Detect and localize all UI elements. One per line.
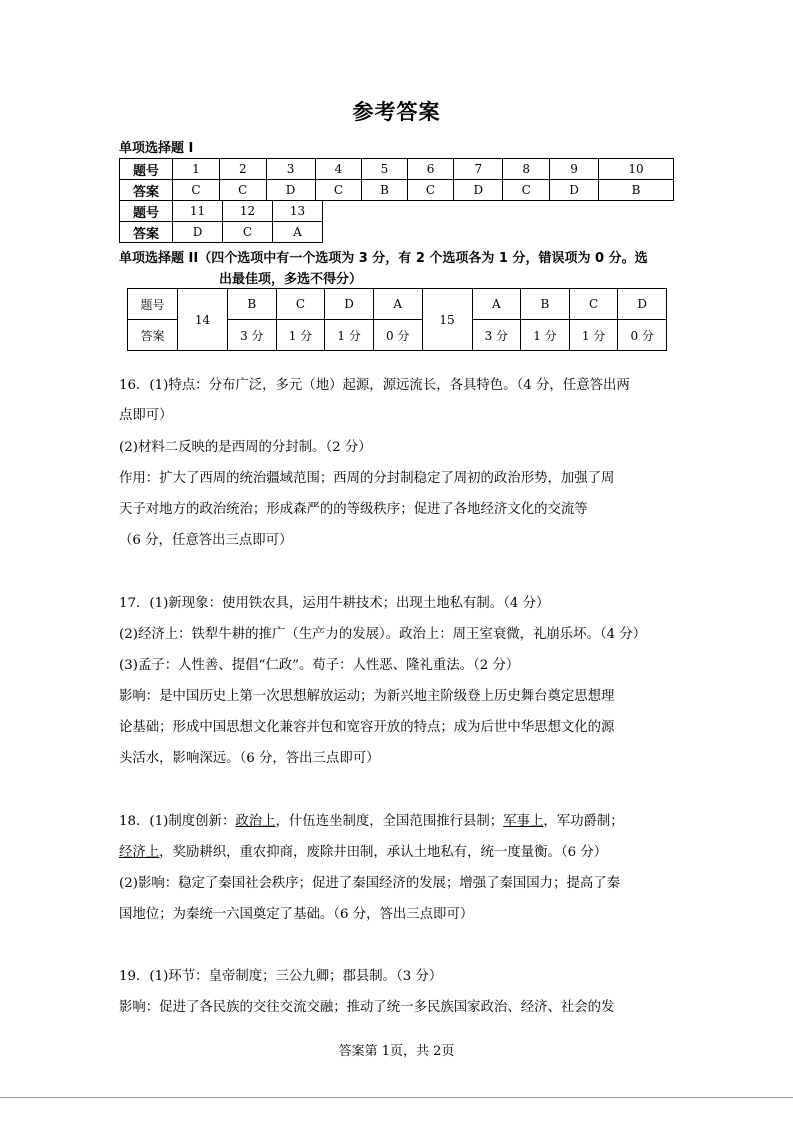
question-number: 15 <box>422 289 472 351</box>
table-cell: 7 <box>454 159 503 180</box>
table-cell: 8 <box>503 159 550 180</box>
section2-heading-cont: 出最佳项，多选不得分） <box>219 272 363 287</box>
q17-line: 论基础；形成中国思想文化兼容并包和宽容开放的特点；成为后世中华思想文化的源 <box>119 720 615 735</box>
table-cell: B <box>362 180 407 201</box>
q19-line: 19．(1)环节：皇帝制度；三公九卿；郡县制。（3 分） <box>119 969 443 984</box>
q18-line: 国地位；为秦统一六国奠定了基础。（6 分，答出三点即可） <box>119 907 474 922</box>
table-cell: 2 <box>219 159 266 180</box>
table-row <box>120 159 674 180</box>
table-cell: D <box>266 180 315 201</box>
q18-line: (2)影响：稳定了秦国社会秩序；促进了秦国经济的发展；增强了秦国国力；提高了秦 <box>119 876 621 891</box>
table-cell: A <box>472 289 521 320</box>
question-number: 14 <box>178 289 228 351</box>
answer-label: 答案 <box>120 180 173 201</box>
table-cell: B <box>599 180 674 201</box>
table-cell: 3 分 <box>472 320 521 351</box>
q18-text: ，什伍连坐制度，全国范围推行县制； <box>275 814 504 829</box>
table-cell: C <box>315 180 362 201</box>
q17-line: (3)孟子：人性善、提倡“仁政”。荀子：人性恶、隆礼重法。（2 分） <box>119 658 520 673</box>
table-cell: 4 <box>315 159 362 180</box>
q18-text: ，军功爵制； <box>543 814 624 829</box>
table-cell: 3 <box>266 159 315 180</box>
bottom-divider <box>0 1097 793 1098</box>
q17-line: 影响：是中国历史上第一次思想解放运动；为新兴地主阶级登上历史舞台奠定思想理 <box>119 689 615 704</box>
q18-text: ，奖励耕织，重农抑商，废除井田制，承认土地私有，统一度量衡。（6 分） <box>159 845 608 860</box>
table-cell: C <box>219 180 266 201</box>
table-cell: 1 <box>173 159 220 180</box>
q18-underlined: 经济上 <box>119 845 160 860</box>
table-cell: 9 <box>550 159 599 180</box>
table-row <box>120 201 323 222</box>
q16-line: 点即可） <box>119 408 173 423</box>
section1-heading: 单项选择题 I <box>119 141 194 156</box>
q17-line: 17．(1)新现象：使用铁农具，运用牛耕技术；出现土地私有制。（4 分） <box>119 596 550 611</box>
answer-label: 答案 <box>120 222 173 243</box>
table-cell: 5 <box>362 159 407 180</box>
table-cell: D <box>550 180 599 201</box>
table-cell: C <box>503 180 550 201</box>
table-cell: A <box>373 289 422 320</box>
table-cell: C <box>276 289 325 320</box>
table-cell: 11 <box>173 201 223 222</box>
q18-text: 18．(1)制度创新： <box>119 814 236 829</box>
q16-line: 16．(1)特点：分布广泛，多元（地）起源，源远流长，各具特色。（4 分，任意答出两 <box>119 378 630 393</box>
table-cell: C <box>407 180 454 201</box>
table-cell: 3 分 <box>228 320 277 351</box>
table-cell: 6 <box>407 159 454 180</box>
table-cell: 0 分 <box>373 320 422 351</box>
q16-line: (2)材料二反映的是西周的分封制。（2 分） <box>119 440 372 455</box>
q17-line: (2)经济上：铁犁牛耕的推广（生产力的发展）。政治上：周王室衰微，礼崩乐坏。（4 分） <box>119 627 647 642</box>
table-row <box>120 180 674 201</box>
answer-table-2 <box>127 288 667 351</box>
table-cell: 1 分 <box>521 320 570 351</box>
table-cell: D <box>325 289 374 320</box>
answer-table-1b <box>119 200 323 243</box>
q19-line: 影响：促进了各民族的交往交流交融；推动了统一多民族国家政治、经济、社会的发 <box>119 1000 615 1015</box>
number-label: 题号 <box>120 201 173 222</box>
table-cell: D <box>618 289 667 320</box>
table-cell: C <box>569 289 618 320</box>
table-cell: A <box>273 222 323 243</box>
table-cell: D <box>173 222 223 243</box>
q16-line: 天子对地方的政治统治；形成森严的的等级秩序；促进了各地经济文化的交流等 <box>119 502 588 517</box>
q18-underlined: 军事上 <box>503 814 544 829</box>
table-cell: 1 分 <box>276 320 325 351</box>
page-footer: 答案第 1页，共 2页 <box>338 1044 455 1059</box>
number-label: 题号 <box>128 289 178 320</box>
table-cell: 0 分 <box>618 320 667 351</box>
table-cell: 1 分 <box>325 320 374 351</box>
q17-line: 头活水，影响深远。（6 分，答出三点即可） <box>119 751 380 766</box>
table-cell: 12 <box>223 201 273 222</box>
answer-table-1 <box>119 158 674 201</box>
number-label: 题号 <box>120 159 173 180</box>
q16-line: 作用：扩大了西周的统治疆域范围；西周的分封制稳定了周初的政治形势，加强了周 <box>119 471 615 486</box>
q18-underlined: 政治上 <box>235 814 276 829</box>
table-cell: D <box>454 180 503 201</box>
table-row <box>120 222 323 243</box>
table-cell: B <box>228 289 277 320</box>
page-title: 参考答案 <box>352 100 441 124</box>
table-cell: 13 <box>273 201 323 222</box>
section2-heading: 单项选择题 II（四个选项中有一个选项为 3 分，有 2 个选项各为 1 分，错误项为 0 分。选 <box>119 251 648 266</box>
q18-line <box>119 812 624 832</box>
table-cell: C <box>223 222 273 243</box>
q16-line: （6 分，任意答出三点即可） <box>119 533 293 548</box>
answer-label: 答案 <box>128 320 178 351</box>
table-cell: 10 <box>599 159 674 180</box>
q18-line <box>119 843 607 863</box>
table-row <box>128 289 667 320</box>
table-cell: C <box>173 180 220 201</box>
table-cell: 1 分 <box>569 320 618 351</box>
table-cell: B <box>521 289 570 320</box>
